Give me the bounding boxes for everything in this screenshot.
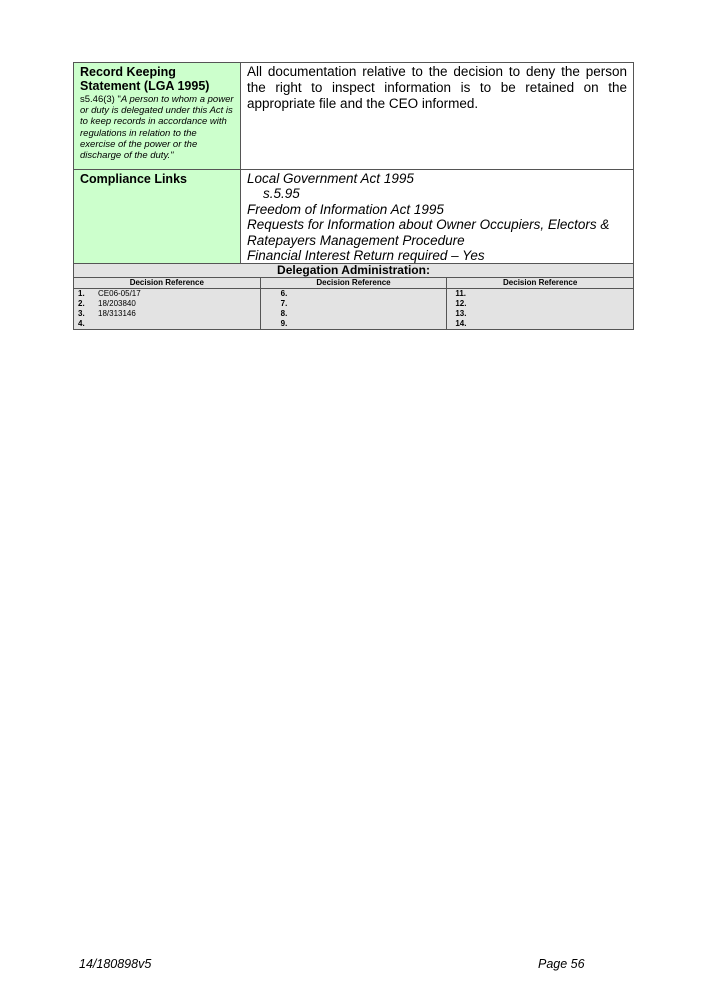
compliance-links-title: Compliance Links [80, 172, 187, 186]
compliance-links-label-cell [74, 170, 241, 265]
ref-number: 9. [280, 319, 288, 328]
list-item [78, 289, 256, 299]
list-item [265, 309, 443, 319]
page-number: Page 56 [538, 957, 585, 971]
ref-value: 18/313146 [98, 309, 136, 318]
list-item [265, 289, 443, 299]
list-item [78, 319, 256, 329]
document-id: 14/180898v5 [79, 957, 152, 971]
ref-number: 14. [455, 319, 467, 328]
ref-number: 8. [280, 309, 288, 318]
record-keeping-title: Record Keeping Statement (LGA 1995) [80, 65, 210, 93]
record-keeping-row [74, 63, 634, 170]
compliance-link: Local Government Act 1995 [247, 171, 414, 186]
list-item [78, 309, 256, 319]
record-keeping-note [80, 94, 234, 161]
ref-value: CE06-05/17 [98, 289, 141, 298]
delegation-administration-table [73, 263, 634, 330]
compliance-link: Freedom of Information Act 1995 [247, 201, 444, 217]
list-item [265, 299, 443, 309]
ref-number: 11. [455, 289, 466, 298]
list-item [451, 319, 629, 329]
compliance-link: s.5.95 [263, 186, 300, 202]
compliance-link: Financial Interest Return required – Yes [247, 248, 485, 264]
decision-reference-column [260, 289, 447, 330]
record-keeping-content: All documentation relative to the decision to deny the person the right to inspect information is to be retained on the appropriate file and the CEO informed. [241, 63, 634, 170]
record-keeping-quote: A person to whom a power or duty is delegated under this Act is to keep records in accordance with regulations in relation to the exercise of the power or the discharge of the duty." [80, 94, 234, 162]
ref-value: 18/203840 [98, 299, 136, 308]
ref-number: 1. [78, 289, 85, 298]
ref-number: 3. [78, 309, 85, 318]
list-item [265, 319, 443, 329]
compliance-links-content [241, 170, 634, 265]
delegation-details-table [73, 62, 634, 265]
ref-number: 4. [78, 319, 85, 328]
ref-number: 7. [280, 299, 288, 308]
decision-reference-header: Decision Reference [447, 278, 634, 289]
ref-number: 6. [280, 289, 288, 298]
ref-number: 13. [455, 309, 467, 318]
compliance-links-row [74, 170, 634, 265]
decision-reference-column [74, 289, 261, 330]
decision-reference-header: Decision Reference [260, 278, 447, 289]
ref-number: 2. [78, 299, 85, 308]
ref-number: 12. [455, 299, 467, 308]
compliance-link: Requests for Information about Owner Occupiers, Electors & Ratepayers Management Procedure [247, 217, 610, 248]
record-keeping-section-ref: s5.46(3) " [80, 94, 121, 105]
list-item [78, 299, 256, 309]
decision-reference-column [447, 289, 634, 330]
record-keeping-label-cell [74, 63, 241, 170]
decision-reference-header: Decision Reference [74, 278, 261, 289]
list-item [451, 289, 629, 299]
list-item [451, 299, 629, 309]
delegation-administration-title: Delegation Administration: [74, 264, 634, 278]
list-item [451, 309, 629, 319]
